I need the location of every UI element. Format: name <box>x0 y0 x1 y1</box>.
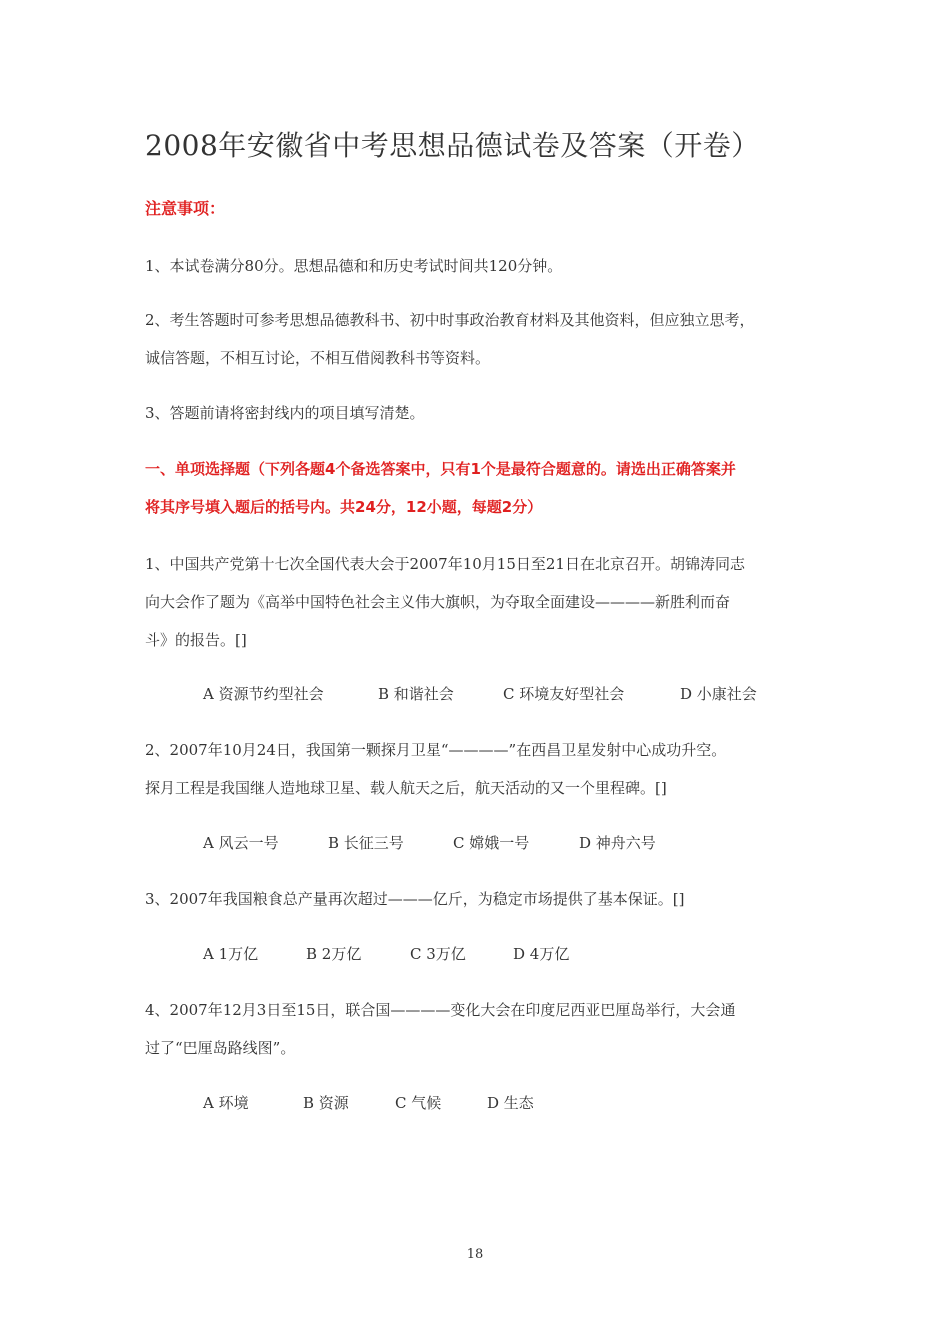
option-a: A 环境 <box>203 1094 249 1112</box>
document-title: 2008年安徽省中考思想品德试卷及答案（开卷） <box>145 129 760 162</box>
section-heading-line-1: 一、单项选择题（下列各题4个备选答案中，只有1个是最符合题意的。请选出正确答案并 <box>145 460 736 478</box>
question-4-line-2: 过了“巴厘岛路线图”。 <box>145 1039 296 1057</box>
question-2-line-1: 2、2007年10月24日，我国第一颗探月卫星“————”在西昌卫星发射中心成功升空。 <box>145 741 727 759</box>
option-c: C 气候 <box>395 1094 442 1112</box>
question-1-line-3: 斗》的报告。[] <box>145 631 247 649</box>
option-d: D 神舟六号 <box>579 834 656 852</box>
question-1-line-2: 向大会作了题为《高举中国特色社会主义伟大旗帜，为夺取全面建设————新胜利而奋 <box>145 593 731 611</box>
option-b: B 资源 <box>303 1094 349 1112</box>
notice-item-2-line-2: 诚信答题，不相互讨论，不相互借阅教科书等资料。 <box>145 349 491 367</box>
section-heading-line-2: 将其序号填入题后的括号内。共24分，12小题，每题2分） <box>145 498 543 516</box>
option-d: D 小康社会 <box>680 685 757 703</box>
notice-item-3: 3、答题前请将密封线内的项目填写清楚。 <box>145 404 425 422</box>
page-number: 18 <box>466 1247 484 1262</box>
option-d: D 4万亿 <box>513 945 570 963</box>
option-c: C 3万亿 <box>410 945 466 963</box>
option-b: B 长征三号 <box>328 834 404 852</box>
notice-heading: 注意事项： <box>145 199 226 218</box>
notice-item-2-line-1: 2、考生答题时可参考思想品德教科书、初中时事政治教育材料及其他资料，但应独立思考， <box>145 311 755 329</box>
option-a: A 资源节约型社会 <box>203 685 324 703</box>
question-3-line-1: 3、2007年我国粮食总产量再次超过———亿斤，为稳定市场提供了基本保证。[] <box>145 890 685 908</box>
option-b: B 2万亿 <box>306 945 362 963</box>
option-a: A 1万亿 <box>203 945 259 963</box>
question-1-options <box>203 675 843 713</box>
question-1-line-1: 1、中国共产党第十七次全国代表大会于2007年10月15日至21日在北京召开。胡锦涛同志 <box>145 555 745 573</box>
option-d: D 生态 <box>487 1094 534 1112</box>
option-b: B 和谐社会 <box>378 685 454 703</box>
question-2-line-2: 探月工程是我国继人造地球卫星、载人航天之后，航天活动的又一个里程碑。[] <box>145 779 667 797</box>
question-4-line-1: 4、2007年12月3日至15日，联合国————变化大会在印度尼西亚巴厘岛举行，大会通 <box>145 1001 736 1019</box>
question-3-options <box>203 935 843 973</box>
notice-item-1: 1、本试卷满分80分。思想品德和和历史考试时间共120分钟。 <box>145 257 563 275</box>
option-c: C 嫦娥一号 <box>453 834 530 852</box>
question-4-options <box>203 1084 843 1122</box>
question-2-options <box>203 824 843 862</box>
option-a: A 风云一号 <box>203 834 279 852</box>
option-c: C 环境友好型社会 <box>503 685 625 703</box>
